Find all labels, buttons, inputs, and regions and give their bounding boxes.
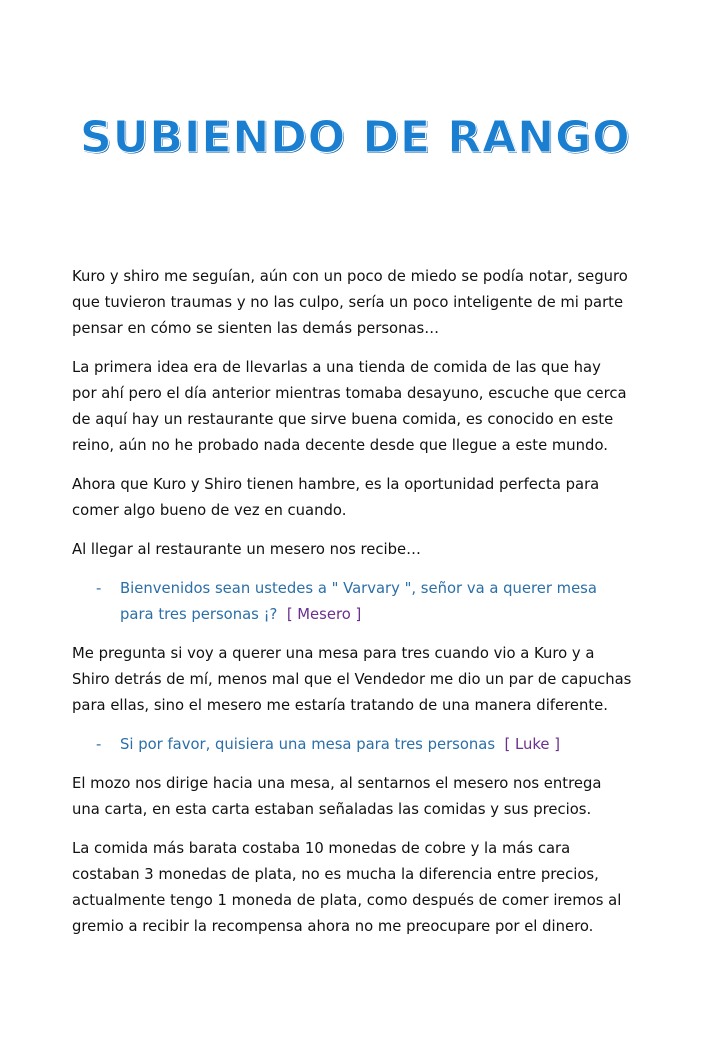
- text-line: Me pregunta si voy a querer una mesa para tres cuando vio a Kuro y a: [72, 645, 595, 662]
- paragraph: [72, 264, 628, 342]
- text-line: gremio a recibir la recompensa ahora no me preocupare por el dinero.: [72, 918, 594, 935]
- dialogue-last-line: [120, 732, 624, 758]
- text-line: El mozo nos dirige hacia una mesa, al sentarnos el mesero nos entrega: [72, 775, 602, 792]
- text-line: que tuvieron traumas y no las culpo, sería un poco inteligente de mi parte: [72, 294, 624, 311]
- paragraph: [72, 771, 624, 823]
- text-line: pensar en cómo se sienten las demás personas…: [72, 320, 440, 337]
- dialogue-text: Bienvenidos sean ustedes a " Varvary ", señor va a querer mesa: [120, 580, 597, 597]
- text-line: para ellas, sino el mesero me estaría tratando de una manera diferente.: [72, 697, 608, 714]
- dialogue-dash: -: [96, 580, 102, 597]
- text-line: actualmente tengo 1 moneda de plata, como después de comer iremos al: [72, 892, 622, 909]
- text-line: comer algo bueno de vez en cuando.: [72, 502, 347, 519]
- paragraph: [72, 355, 627, 459]
- paragraph: [72, 641, 632, 719]
- text-line: Shiro detrás de mí, menos mal que el Vendedor me dio un par de capuchas: [72, 671, 632, 688]
- text-line: Ahora que Kuro y Shiro tienen hambre, es la oportunidad perfecta para: [72, 476, 600, 493]
- paragraph: [72, 836, 624, 940]
- dialogue-line-mesero: [72, 576, 624, 628]
- speaker-tag: [ Mesero ]: [286, 606, 362, 623]
- text-line: La primera idea era de llevarlas a una tienda de comida de las que hay: [72, 359, 601, 376]
- text-line: Al llegar al restaurante un mesero nos recibe…: [72, 541, 421, 558]
- dialogue-last-line: [120, 602, 624, 628]
- dialogue-text: Si por favor, quisiera una mesa para tres personas: [120, 736, 496, 753]
- text-line: de aquí hay un restaurante que sirve buena comida, es conocido en este: [72, 411, 614, 428]
- dialogue-line-luke: [72, 732, 624, 758]
- text-line: Kuro y shiro me seguían, aún con un poco de miedo se podía notar, seguro: [72, 268, 628, 285]
- text-line: La comida más barata costaba 10 monedas de cobre y la más cara: [72, 840, 571, 857]
- text-line: por ahí pero el día anterior mientras tomaba desayuno, escuche que cerca: [72, 385, 627, 402]
- dialogue-dash: -: [96, 736, 102, 753]
- text-line: reino, aún no he probado nada decente desde que llegue a este mundo.: [72, 437, 608, 454]
- chapter-title: SUBIENDO DE RANGO: [80, 112, 631, 163]
- text-line: una carta, en esta carta estaban señaladas las comidas y sus precios.: [72, 801, 592, 818]
- speaker-tag: [ Luke ]: [504, 736, 560, 753]
- chapter-body: [72, 264, 632, 953]
- paragraph: [72, 472, 624, 524]
- paragraph: [72, 537, 624, 563]
- dialogue-text: para tres personas ¡?: [120, 606, 278, 623]
- text-line: costaban 3 monedas de plata, no es mucha la diferencia entre precios,: [72, 866, 599, 883]
